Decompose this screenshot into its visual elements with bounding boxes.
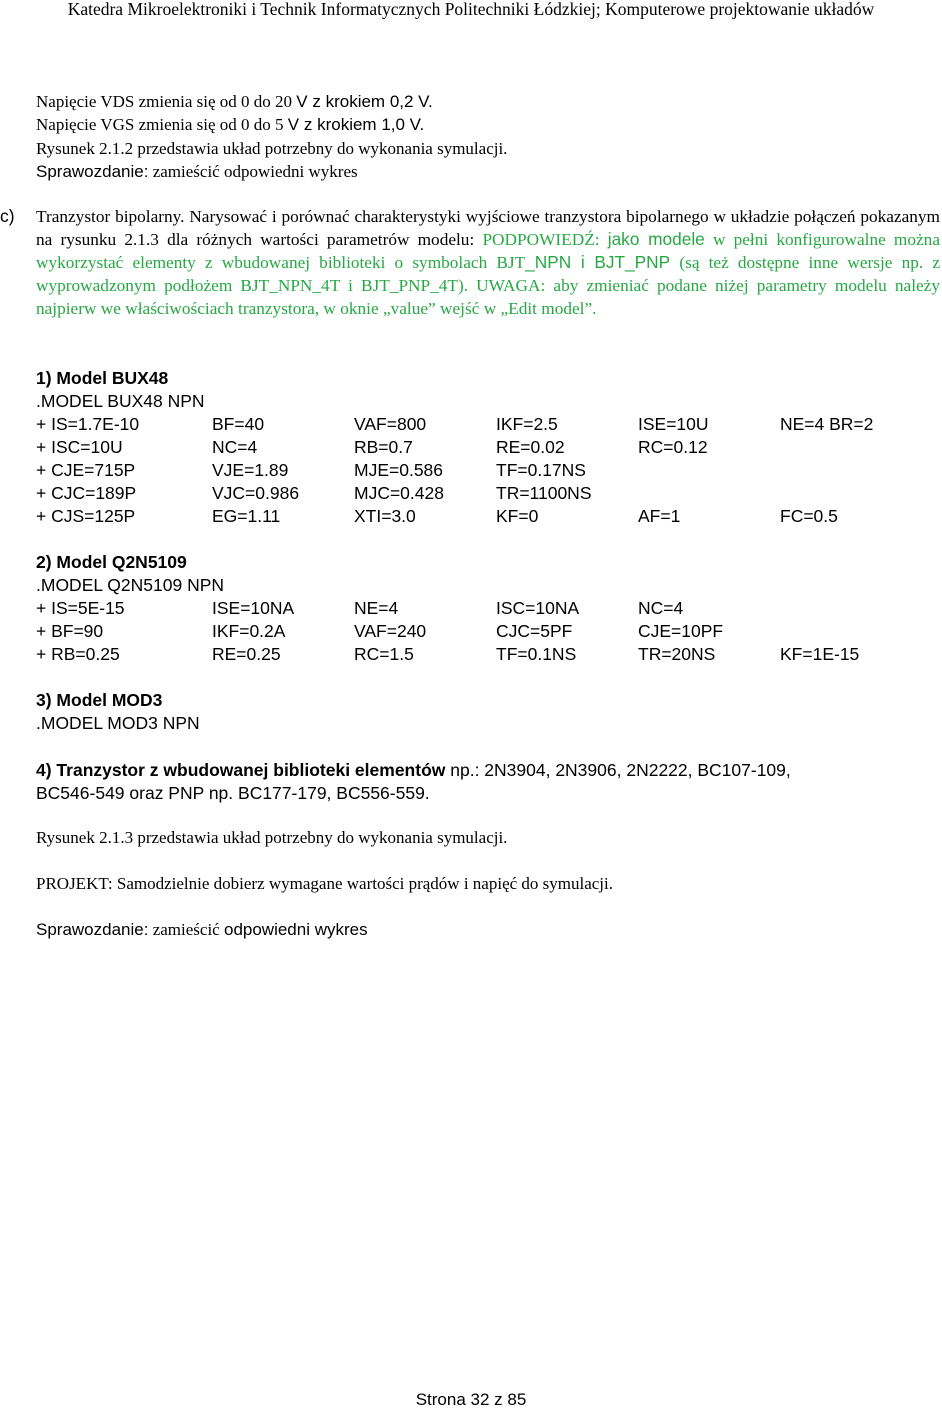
param-cell: MJC=0.428 [354, 483, 444, 503]
param-cell: EG=1.11 [212, 506, 281, 526]
table-row [36, 597, 910, 620]
param-cell: ISE=10U [638, 414, 709, 434]
param-cell: NE=4 BR=2 [780, 414, 874, 434]
page-number: Strona 32 z 85 [415, 1390, 527, 1409]
param-cell: + IS=5E-15 [36, 598, 125, 618]
param-cell [780, 482, 910, 505]
param-cell: TF=0.17NS [496, 460, 586, 480]
report-line-bottom [36, 918, 368, 941]
param-cell: TF=0.1NS [496, 644, 577, 664]
model-3-title: 3) Model MOD3 [36, 690, 163, 710]
report-text: zamieścić odpowiedni wykres [152, 162, 358, 181]
param-cell: VJE=1.89 [212, 460, 289, 480]
param-cell [638, 459, 780, 482]
table-row [36, 505, 910, 528]
model-3-decl: .MODEL MOD3 NPN [36, 713, 200, 733]
param-cell: RE=0.02 [496, 437, 565, 457]
param-cell [780, 459, 910, 482]
param-cell: FC=0.5 [780, 506, 838, 526]
param-cell: BF=40 [212, 414, 265, 434]
vds-step: V z krokiem 0,2 V. [296, 92, 433, 111]
section-c-label: c) [0, 206, 15, 226]
vds-text: Napięcie VDS zmienia się od 0 do 20 [36, 92, 293, 111]
table-row [36, 436, 910, 459]
report-label-bottom: Sprawozdanie: [36, 920, 149, 939]
param-cell: CJC=5PF [496, 621, 573, 641]
param-cell: IKF=0.2A [212, 621, 286, 641]
item-4-line-2: BC546-549 oraz PNP np. BC177-179, BC556-559. [36, 783, 430, 803]
model-1-decl: .MODEL BUX48 NPN [36, 391, 205, 411]
param-cell: NC=4 [638, 598, 684, 618]
param-cell: ISE=10NA [212, 598, 295, 618]
figure-2-1-2-caption: Rysunek 2.1.2 przedstawia układ potrzebny do wykonania symulacji. [36, 139, 508, 158]
report-end-bottom: odpowiedni wykres [223, 920, 368, 939]
param-cell: VAF=800 [354, 414, 427, 434]
param-cell: + RB=0.25 [36, 644, 120, 664]
vgs-step: V z krokiem 1,0 V. [287, 115, 425, 134]
param-cell [638, 482, 780, 505]
param-cell: KF=0 [496, 506, 539, 526]
param-cell [780, 597, 910, 620]
table-row [36, 459, 910, 482]
hint-label: PODPOWIEDŹ: [482, 230, 608, 249]
param-cell: XTI=3.0 [354, 506, 416, 526]
param-cell [780, 620, 910, 643]
table-row [36, 620, 910, 643]
table-row [36, 413, 910, 436]
param-cell: KF=1E-15 [780, 644, 860, 664]
param-cell: ISC=10NA [496, 598, 580, 618]
page-header [0, 0, 942, 20]
param-cell: RE=0.25 [212, 644, 281, 664]
param-cell: + BF=90 [36, 621, 104, 641]
param-cell [780, 436, 910, 459]
model-1-params [36, 413, 910, 528]
header-text: Katedra Mikroelektroniki i Technik Informatycznych Politechniki Łódzkiej; Komputerowe projektowanie układów [67, 0, 875, 19]
param-cell: + CJC=189P [36, 483, 137, 503]
hint-warning: (są też dostępne inne wersje np. z wyprowadzonym podłożem BJT_NPN_4T i BJT_PNP_4T). UWAGA: aby zmieniać podane niżej parametry modelu należy najpierw we właściwościach tranzystora, w oknie „value” wejść w „Edit model”. [36, 253, 940, 318]
model-2-decl: .MODEL Q2N5109 NPN [36, 575, 225, 595]
param-cell: IKF=2.5 [496, 414, 558, 434]
vds-line [36, 90, 433, 113]
model-2-title: 2) Model Q2N5109 [36, 552, 187, 572]
model-2-params [36, 597, 910, 666]
figure-2-1-3-caption: Rysunek 2.1.3 przedstawia układ potrzebny do wykonania symulacji. [36, 828, 508, 847]
param-cell: TR=1100NS [496, 483, 592, 503]
report-label: Sprawozdanie: [36, 162, 149, 181]
table-row [36, 482, 910, 505]
section-c-intro: Tranzystor bipolarny. Narysować i porównać charakterystyki wyjściowe tranzystora bipolarnego w układzie połączeń pokazanym na rysunku 2.1.3 dla różnych wartości parametrów modelu: [36, 207, 940, 249]
section-c-paragraph [36, 205, 940, 320]
param-cell: TR=20NS [638, 644, 716, 664]
param-cell: VJC=0.986 [212, 483, 300, 503]
vgs-line [36, 113, 424, 136]
param-cell: AF=1 [638, 506, 681, 526]
param-cell: + IS=1.7E-10 [36, 414, 140, 434]
hint-bjt: _NPN i BJT_PNP [525, 252, 671, 272]
param-cell: + ISC=10U [36, 437, 123, 457]
table-row [36, 643, 910, 666]
param-cell: RC=0.12 [638, 437, 708, 457]
model-1-title: 1) Model BUX48 [36, 368, 169, 388]
report-line-top [36, 160, 358, 183]
hint-body: w pełni konfigurowalne można wykorzystać elementy z wbudowanej biblioteki o symbolach BJT [36, 230, 940, 272]
vgs-text: Napięcie VGS zmienia się od 0 do 5 [36, 115, 284, 134]
item-4-title: 4) Tranzystor z wbudowanej biblioteki elementów [36, 760, 446, 780]
param-cell: + CJS=125P [36, 506, 136, 526]
param-cell: NC=4 [212, 437, 258, 457]
param-cell: + CJE=715P [36, 460, 136, 480]
param-cell: MJE=0.586 [354, 460, 444, 480]
param-cell: RC=1.5 [354, 644, 414, 664]
project-line: PROJEKT: Samodzielnie dobierz wymagane wartości prądów i napięć do symulacji. [36, 874, 614, 893]
hint-models: jako modele [607, 229, 705, 249]
report-mid-bottom: zamieścić [152, 920, 220, 939]
param-cell: CJE=10PF [638, 621, 724, 641]
item-4-examples: np.: 2N3904, 2N3906, 2N2222, BC107-109, [445, 760, 791, 780]
param-cell: VAF=240 [354, 621, 427, 641]
param-cell: RB=0.7 [354, 437, 413, 457]
param-cell: NE=4 [354, 598, 399, 618]
item-4-line-1 [36, 759, 791, 782]
